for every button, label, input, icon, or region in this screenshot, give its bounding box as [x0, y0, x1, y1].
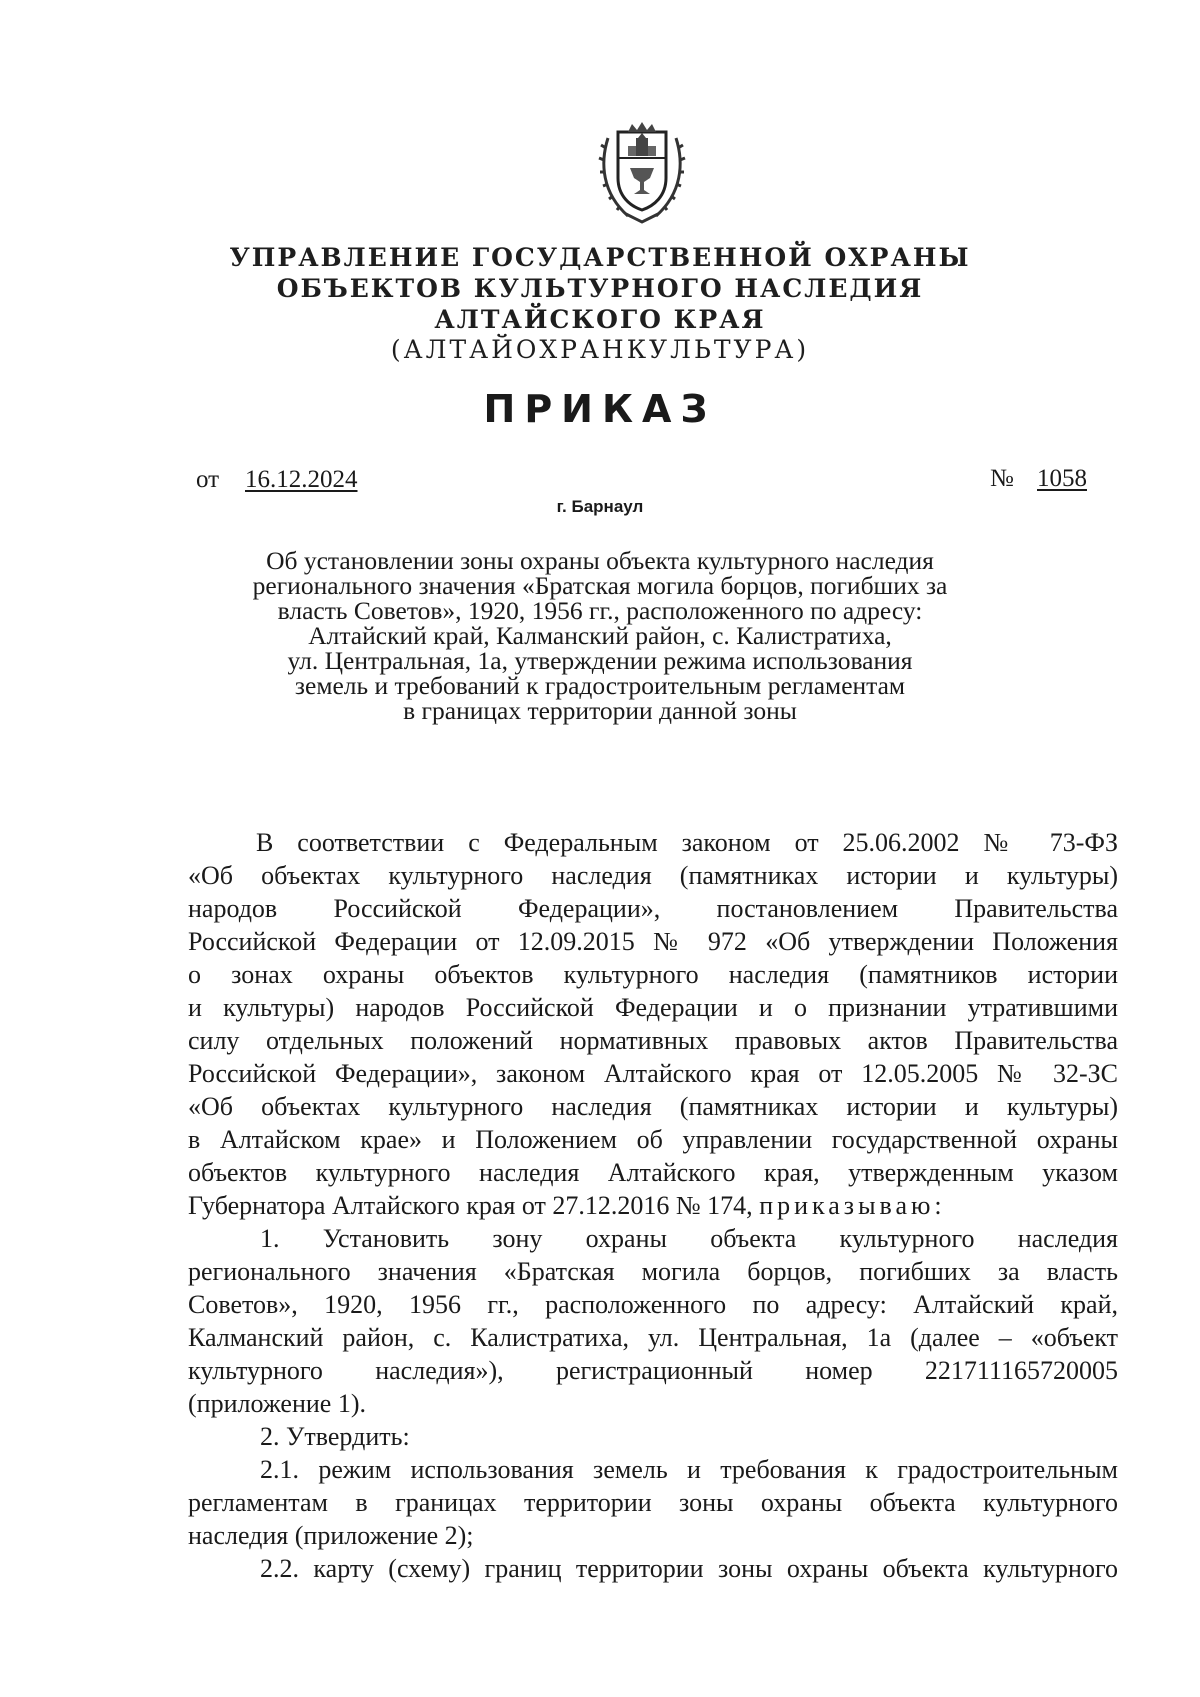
body-line-text: Губернатора Алтайского края от 27.12.2016 № 174,	[188, 1191, 753, 1220]
body-line: 1. Установить зону охраны объекта культурного наследия	[260, 1224, 1118, 1253]
org-name-line-3: АЛТАЙСКОГО КРАЯ	[434, 305, 766, 334]
body-line: Российской Федерации от 12.09.2015 № 972 «Об утверждении Положения	[188, 927, 1118, 956]
document-number: 1058	[1037, 465, 1087, 492]
body-line: силу отдельных положений нормативных правовых актов Правительства	[188, 1026, 1118, 1055]
body-line: (приложение 1).	[188, 1389, 367, 1418]
subject-line: власть Советов», 1920, 1956 гг., расположенного по адресу:	[277, 596, 923, 625]
date-prefix: от	[196, 466, 220, 493]
subject-line: ул. Центральная, 1а, утверждении режима использования	[287, 646, 913, 675]
org-name-line-2: ОБЪЕКТОВ КУЛЬТУРНОГО НАСЛЕДИЯ	[276, 274, 924, 303]
coat-of-arms-icon	[598, 118, 686, 226]
document-subject	[200, 548, 1000, 723]
body-line: в Алтайском крае» и Положением об управлении государственной охраны	[188, 1125, 1118, 1154]
document-date: 16.12.2024	[245, 466, 358, 493]
document-body	[188, 826, 1118, 1585]
org-name-line-1: УПРАВЛЕНИЕ ГОСУДАРСТВЕННОЙ ОХРАНЫ	[229, 243, 971, 272]
body-line: Калманский район, с. Калистратиха, ул. Центральная, 1а (далее – «объект	[188, 1323, 1118, 1352]
number-sign: №	[990, 465, 1014, 492]
subject-line: в границах территории данной зоны	[403, 696, 797, 725]
order-verb: приказываю:	[759, 1191, 946, 1220]
body-line: «Об объектах культурного наследия (памятниках истории и культуры)	[188, 861, 1118, 890]
body-line: культурного наследия»), регистрационный номер 221711165720005	[188, 1356, 1118, 1385]
subject-line: земель и требований к градостроительным регламентам	[294, 671, 906, 700]
body-line: народов Российской Федерации», постановлением Правительства	[188, 894, 1118, 923]
document-type-title: ПРИКАЗ	[483, 387, 717, 431]
subject-line: Алтайский край, Калманский район, с. Калистратиха,	[308, 621, 892, 650]
body-line: объектов культурного наследия Алтайского края, утвержденным указом	[188, 1158, 1118, 1187]
body-line: В соответствии с Федеральным законом от 25.06.2002 № 73-ФЗ	[256, 828, 1118, 857]
body-line: Российской Федерации», законом Алтайского края от 12.05.2005 № 32-ЗС	[188, 1059, 1118, 1088]
org-short-name: (АЛТАЙОХРАНКУЛЬТУРА)	[390, 335, 810, 364]
subject-line: Об установлении зоны охраны объекта культурного наследия	[266, 546, 934, 575]
body-line: наследия (приложение 2);	[188, 1521, 474, 1550]
city-label: г. Барнаул	[556, 497, 644, 516]
body-line: 2.2. карту (схему) границ территории зоны охраны объекта культурного	[260, 1554, 1118, 1583]
subject-line: регионального значения «Братская могила борцов, погибших за	[252, 571, 948, 600]
body-line: о зонах охраны объектов культурного наследия (памятников истории	[188, 960, 1118, 989]
body-line: и культуры) народов Российской Федерации и о признании утратившими	[188, 993, 1118, 1022]
body-line: 2.1. режим использования земель и требования к градостроительным	[260, 1455, 1118, 1484]
body-line: регламентам в границах территории зоны охраны объекта культурного	[188, 1488, 1118, 1517]
body-line: 2. Утвердить:	[260, 1422, 410, 1451]
body-line: регионального значения «Братская могила борцов, погибших за власть	[188, 1257, 1118, 1286]
body-line: «Об объектах культурного наследия (памятниках истории и культуры)	[188, 1092, 1118, 1121]
body-line	[188, 1189, 1118, 1222]
body-line: Советов», 1920, 1956 гг., расположенного по адресу: Алтайский край,	[188, 1290, 1118, 1319]
